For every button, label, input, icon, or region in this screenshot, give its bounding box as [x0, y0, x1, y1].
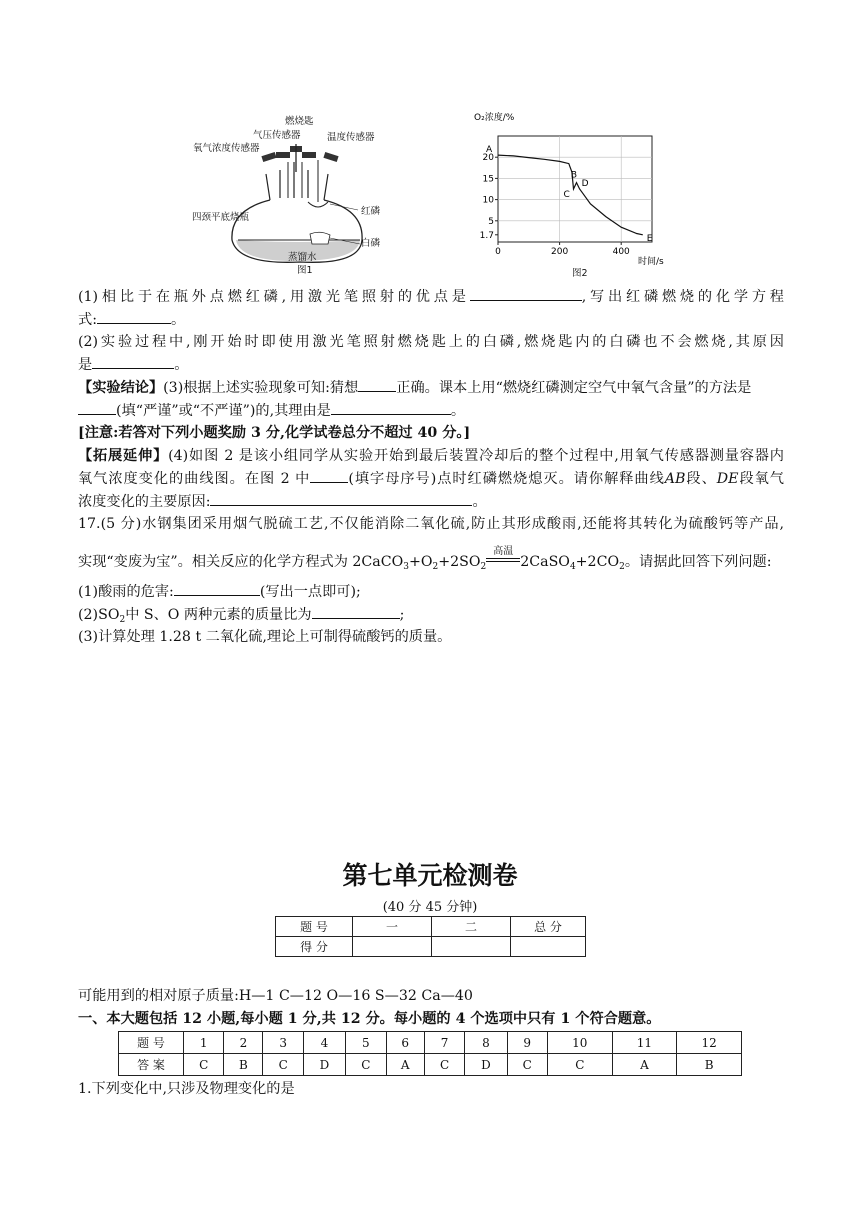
label-spoon: 燃烧匙 [285, 116, 314, 127]
plot-frame [498, 136, 652, 242]
q16-e2f: 段氧气 [738, 471, 784, 487]
answer-number: 6 [386, 1032, 424, 1054]
q17-a2c: ; [399, 607, 405, 623]
point-label: D [581, 179, 589, 189]
answer-blank[interactable] [97, 308, 171, 324]
exam-subtitle: (40 分 45 分钟) [382, 900, 478, 915]
q16-line-10 [78, 490, 784, 513]
eq-part: 2CaSO [520, 554, 570, 570]
answer-value: B [224, 1054, 263, 1076]
eq-part: +2CO [575, 554, 620, 570]
q16-e3b: 。 [472, 494, 487, 510]
x-axis-label: 时间/s [638, 257, 664, 265]
subscript: 3 [403, 562, 409, 572]
answer-number: 9 [507, 1032, 547, 1054]
q17-a1a: (1)酸雨的危害: [78, 584, 174, 600]
answer-value: B [677, 1054, 742, 1076]
q16-p2c: 。 [174, 357, 189, 373]
q16-c2b: 。 [450, 403, 466, 419]
q16-line-9 [78, 467, 784, 490]
q16-c1b: 正确。课本上用“燃烧红磷测定空气中氧气含量”的方法是 [396, 380, 752, 396]
answer-number: 4 [303, 1032, 345, 1054]
q16-e2c: AB [664, 471, 686, 487]
bonus-note [78, 422, 784, 444]
note-text: [注意:若答对下列小题奖励 3 分,化学试卷总分不超过 40 分。] [78, 425, 471, 441]
answer-value: C [346, 1054, 386, 1076]
score-header: 题 号 [276, 917, 353, 937]
q17-a2a: (2)SO [78, 607, 120, 623]
score-header: 总 分 [511, 917, 586, 937]
q17-a2b: 中 S、O 两种元素的质量比为 [125, 607, 312, 623]
extension-tag: 【拓展延伸】 [78, 448, 169, 464]
subscript: 2 [480, 562, 487, 572]
exam-title: 第七单元检测卷 [342, 861, 518, 890]
score-header: 一 [353, 917, 432, 937]
q17-a1b: (写出一点即可); [259, 584, 361, 600]
subscript: 2 [432, 562, 439, 572]
question-1-text: 1.下列变化中,只涉及物理变化的是 [78, 1081, 295, 1097]
score-table [275, 916, 586, 957]
answer-value: D [465, 1054, 507, 1076]
q16-e1: (4)如图 2 是该小组同学从实验开始到最后装置冷却后的整个过程中,用氧气传感器测量容器内 [168, 448, 784, 464]
point-label: B [570, 170, 578, 181]
label-pressure-sensor: 气压传感器 [253, 130, 301, 141]
answer-label-a: 答 案 [119, 1054, 184, 1076]
y-tick-label: 15 [482, 174, 494, 185]
q16-line-8 [78, 445, 784, 467]
q16-line-2 [78, 308, 784, 331]
figure-2-caption: 图2 [572, 268, 588, 279]
answer-value: C [507, 1054, 547, 1076]
answer-number: 12 [677, 1032, 742, 1054]
answer-blank[interactable] [310, 467, 348, 483]
figure-1-caption: 图1 [297, 265, 313, 276]
o2-concentration-chart [470, 110, 710, 265]
eq-part: +O [408, 554, 433, 570]
answer-number: 3 [263, 1032, 303, 1054]
x-tick-label: 400 [612, 247, 630, 257]
point-label: C [563, 190, 570, 200]
point-label: A [486, 145, 493, 156]
subscript: 2 [619, 562, 625, 572]
answer-number: 7 [424, 1032, 464, 1054]
answer-value: C [184, 1054, 224, 1076]
q16-p1c: 式: [78, 312, 97, 328]
q16-p2b: 是 [78, 357, 93, 373]
answer-value: A [612, 1054, 677, 1076]
q16-p1b: ,写出红磷燃烧的化学方程 [581, 289, 784, 305]
q16-e2a: 氧气浓度变化的曲线图。在图 2 中 [78, 471, 311, 487]
score-header: 二 [432, 917, 511, 937]
answer-label-q: 题 号 [119, 1032, 184, 1054]
x-tick-label: 0 [495, 247, 501, 257]
answer-number: 2 [224, 1032, 263, 1054]
atomic-masses [78, 985, 784, 1007]
q16-c1a: (3)根据上述实验现象可知:猜想 [163, 380, 359, 396]
q16-line-4 [78, 353, 784, 376]
q16-e2b: (填字母序号)点时红磷燃烧熄灭。请你解释曲线 [348, 471, 665, 487]
label-water: 蒸馏水 [288, 252, 317, 263]
answer-value: C [263, 1054, 303, 1076]
section-1-heading [78, 1008, 784, 1030]
label-o2-sensor: 氧气浓度传感器 [193, 143, 260, 154]
score-row-label: 得 分 [276, 937, 353, 957]
figure-2-chart [470, 110, 710, 265]
q16-e2d: 段、 [685, 471, 717, 487]
q16-e2e: DE [716, 471, 739, 487]
reaction-condition: 高温 [493, 546, 514, 557]
answer-number: 10 [547, 1032, 612, 1054]
eq-part: 。请据此回答下列问题: [624, 554, 772, 570]
score-cell[interactable] [511, 937, 586, 957]
q17-a3-text: (3)计算处理 1.28 t 二氧化硫,理论上可制得硫酸钙的质量。 [78, 629, 452, 645]
q16-e3a: 浓度变化的主要原因: [78, 494, 211, 510]
section-1-text: 一、本大题包括 12 小题,每小题 1 分,共 12 分。每小题的 4 个选项中只有 1 个符合题意。 [78, 1011, 661, 1027]
q17-line-1 [78, 513, 784, 535]
conclusion-tag: 【实验结论】 [78, 380, 164, 396]
y-tick-label: 10 [482, 195, 494, 206]
label-flask: 四颈平底烧瓶 [192, 212, 250, 223]
q16-p2a: (2)实验过程中,刚开始时即使用激光笔照射燃烧匙上的白磷,燃烧匙内的白磷也不会燃烧,其原因 [78, 334, 784, 350]
answer-value: C [424, 1054, 464, 1076]
answer-blank[interactable] [331, 399, 451, 415]
answer-blank[interactable] [312, 603, 400, 619]
subscript: 2 [119, 615, 126, 625]
answer-blank[interactable] [174, 580, 260, 596]
label-temp-sensor: 温度传感器 [327, 132, 375, 143]
y-tick-label: 5 [488, 216, 494, 227]
answer-number: 8 [465, 1032, 507, 1054]
answer-table [118, 1031, 742, 1076]
answer-blank[interactable] [358, 376, 396, 392]
eq-part: 实现“变废为宝”。相关反应的化学方程式为 2CaCO [78, 554, 404, 570]
q16-p1a: (1)相比于在瓶外点燃红磷,用激光笔照射的优点是 [78, 289, 470, 305]
answer-blank[interactable] [470, 285, 582, 301]
y-tick-label: 20 [482, 153, 494, 164]
label-white-phosphorus: 白磷 [361, 238, 381, 249]
q17-a3 [78, 626, 784, 648]
y-axis-label: O₂浓度/% [474, 113, 515, 123]
label-red-phosphorus: 红磷 [361, 206, 381, 217]
q17-stem: 17.(5 分)水钢集团采用烟气脱硫工艺,不仅能消除二氧化硫,防止其形成酸雨,还能将其转化为硫酸钙等产品, [78, 516, 784, 532]
score-cell[interactable] [353, 937, 432, 957]
answer-blank[interactable] [92, 353, 174, 369]
q17-equation-line [78, 546, 784, 578]
eq-part: +2SO [438, 554, 481, 570]
q17-a1 [78, 580, 784, 603]
reaction-arrow [486, 546, 520, 566]
answer-blank[interactable] [210, 490, 472, 506]
q16-c2a: (填“严谨”或“不严谨”)的,其理由是 [116, 403, 331, 419]
score-cell[interactable] [432, 937, 511, 957]
y-tick-label: 1.7 [479, 230, 494, 241]
q16-line-6 [78, 399, 784, 422]
q16-p1d: 。 [170, 312, 186, 328]
answer-number: 5 [346, 1032, 386, 1054]
question-1 [78, 1078, 784, 1100]
q16-line-3 [78, 331, 784, 353]
q16-line-5 [78, 376, 784, 399]
x-tick-label: 200 [551, 247, 569, 257]
point-label: E [646, 233, 653, 244]
subscript: 4 [569, 562, 576, 572]
answer-blank[interactable] [78, 399, 116, 415]
answer-value: C [547, 1054, 612, 1076]
q16-line-1 [78, 285, 784, 308]
answer-number: 1 [184, 1032, 224, 1054]
answer-value: A [386, 1054, 424, 1076]
answer-number: 11 [612, 1032, 677, 1054]
atomic-masses-text: 可能用到的相对原子质量:H—1 C—12 O—16 S—32 Ca—40 [78, 988, 473, 1004]
answer-value: D [303, 1054, 345, 1076]
